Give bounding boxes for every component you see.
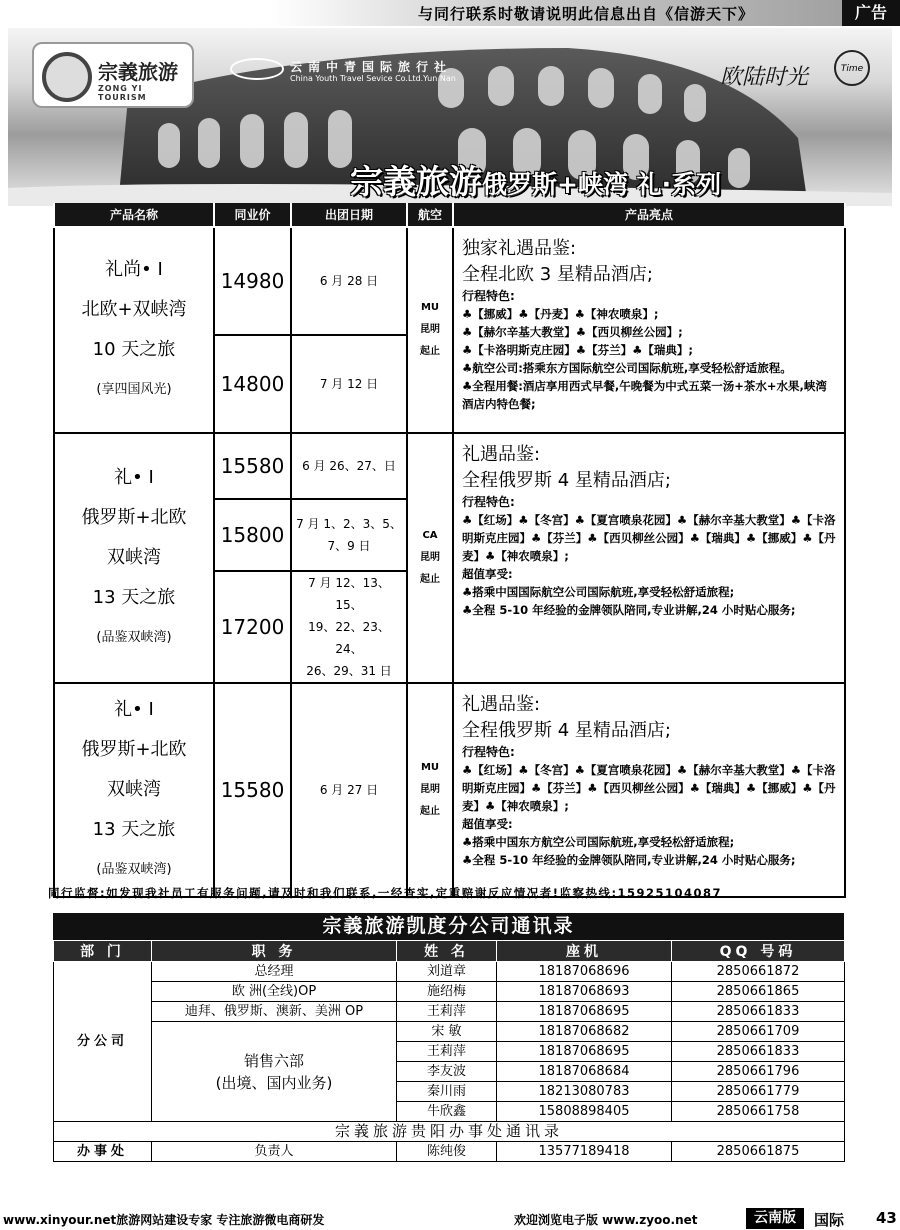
table-row [54,1002,845,1022]
directory-title: 宗義旅游凯度分公司通讯录 [53,913,844,940]
product-table [53,203,846,898]
qq-cell: 2850661872 [672,962,845,982]
header-date: 出团日期 [291,203,407,227]
slogan: 欧陆时光 [720,65,809,90]
price-cell: 14980 [214,227,291,335]
product-name-line: 13 天之旅 [92,819,176,840]
table-row [54,982,845,1002]
header-name: 姓 名 [397,941,497,962]
date-cell: 7 月 12 日 [291,335,407,433]
name-cell: 牛欣鑫 [397,1102,497,1122]
highlight-hotel: 全程俄罗斯 4 星精品酒店; [462,470,671,491]
feature-line: 超值享受: [462,567,513,581]
qq-cell: 2850661833 [672,1002,845,1022]
phone-cell: 18187068682 [497,1022,672,1042]
product-name-line: 俄罗斯+北欧 [81,739,187,760]
header-airline: 航空 [407,203,453,227]
header-qq: QQ 号码 [672,941,845,962]
product-name-line: 双峡湾 [107,547,161,568]
product-name-cell [54,433,214,683]
highlights-cell [453,227,845,433]
product-name-line: 礼尚• I [105,259,163,280]
product-name-cell [54,683,214,897]
feature-line: ♣【红场】♣【冬宫】♣【夏宫喷泉花园】♣【赫尔辛基大教堂】♣【卡洛明斯克庄园】♣【芬兰】♣【西贝柳丝公园】♣【瑞典】♣【挪威】♣【丹麦】♣【神农喷泉】; [462,513,836,563]
table-row [54,683,845,897]
price-cell: 15580 [214,433,291,499]
airline-code: MU [420,302,440,313]
table-row [54,962,845,982]
qq-cell: 2850661709 [672,1022,845,1042]
page-number: 43 [876,1209,897,1227]
features-label: 行程特色: [462,495,515,509]
highlight-title: 独家礼遇品鉴: [462,238,577,259]
phone-cell: 18187068696 [497,962,672,982]
airline-city: 昆明 [420,784,440,795]
qq-cell: 2850661758 [672,1102,845,1122]
top-banner-strip [0,0,900,26]
phone-cell: 18187068693 [497,982,672,1002]
product-name-line: 10 天之旅 [92,339,176,360]
product-name-note: (品鉴双峡湾) [96,862,172,877]
cyts-logo-icon [230,58,284,80]
zongyi-logo [32,42,194,108]
date-line: 7 月 1、2、3、5、 [296,517,402,531]
logo-english: ZONG YI TOURISM [98,84,147,102]
dept-cell: 办事处 [54,1142,152,1162]
hero-banner [8,28,892,206]
phone-cell: 15808898405 [497,1102,672,1122]
logo-name: 宗義旅游 [98,60,178,84]
date-cell [291,499,407,571]
highlight-hotel: 全程俄罗斯 4 星精品酒店; [462,720,671,741]
page-footer [0,1206,900,1230]
airline-code: MU [420,762,440,773]
directory-header [54,941,845,962]
qq-cell: 2850661865 [672,982,845,1002]
date-cell: 6 月 28 日 [291,227,407,335]
table-row [54,1122,845,1142]
airline-code: CA [422,530,438,541]
source-notice: 与同行联系时敬请说明此信息出自《信游天下》 [418,5,755,23]
qq-cell: 2850661779 [672,1082,845,1102]
highlight-title: 礼遇品鉴: [462,694,541,715]
header-dept: 部 门 [54,941,152,962]
header-phone: 座机 [497,941,672,962]
date-line: 26、29、31 日 [306,664,392,678]
name-cell: 秦川雨 [397,1082,497,1102]
ad-tag: 广告 [842,0,900,26]
qq-cell: 2850661875 [672,1142,845,1162]
cyts-english: China Youth Travel Sevice Co.Ltd.Yun Nan [290,74,456,83]
name-cell: 宋 敏 [397,1022,497,1042]
supervision-hotline: 同行监督:如发现我社员工有服务问题,请及时和我们联系,一经查实,定重赔谢反应情况者!监察热线:15925104087 [48,886,723,900]
table-row [54,1142,845,1162]
role-cell: 欧 洲(全线)OP [152,982,397,1002]
features-label: 行程特色: [462,745,515,759]
footer-right-link[interactable]: 欢迎浏览电子版 www.zyoo.net [514,1213,698,1227]
product-table-header [54,203,845,227]
table-row [54,1022,845,1042]
airline-cell [407,683,453,897]
role-cell [152,1022,397,1122]
date-line: 7 月 12、13、15、 [308,576,390,612]
feature-line: 超值享受: [462,817,513,831]
headline-sub: 俄罗斯+峡湾 礼·系列 [482,170,722,199]
date-line: 7、9 日 [327,539,371,553]
date-cell [291,571,407,683]
phone-cell: 18187068695 [497,1002,672,1022]
qq-cell: 2850661833 [672,1042,845,1062]
date-line: 19、22、23、24、 [308,620,390,656]
airline-cell [407,227,453,433]
price-cell: 14800 [214,335,291,433]
feature-line: ♣全程用餐:酒店享用西式早餐,午晚餐为中式五菜一汤+茶水+水果,峡湾酒店内特色餐; [462,379,827,411]
airline-city: 昆明 [420,552,440,563]
feature-line: ♣【挪威】♣【丹麦】♣【神农喷泉】; [462,307,659,321]
headline [350,156,721,203]
highlight-hotel: 全程北欧 3 星精品酒店; [462,264,653,285]
feature-line: ♣【赫尔辛基大教堂】♣【西贝柳丝公园】; [462,325,683,339]
product-name-note: (品鉴双峡湾) [96,630,172,645]
date-cell: 6 月 26、27、日 [291,433,407,499]
product-name-cell [54,227,214,433]
date-cell: 6 月 27 日 [291,683,407,897]
name-cell: 陈纯俊 [397,1142,497,1162]
airline-note: 起止 [420,346,440,357]
airline-note: 起止 [420,806,440,817]
phone-cell: 13577189418 [497,1142,672,1162]
feature-line: ♣【红场】♣【冬宫】♣【夏宫喷泉花园】♣【赫尔辛基大教堂】♣【卡洛明斯克庄园】♣【芬兰】♣【西贝柳丝公园】♣【瑞典】♣【挪威】♣【丹麦】♣【神农喷泉】; [462,763,836,813]
name-cell: 王莉萍 [397,1002,497,1022]
dept-cell: 分公司 [54,962,152,1122]
time-clock-icon: Time [834,50,870,86]
airline-cell [407,433,453,683]
role-sales: 销售六部 [243,1051,304,1070]
price-cell: 15800 [214,499,291,571]
airline-city: 昆明 [420,324,440,335]
role-cell: 总经理 [152,962,397,982]
feature-line: ♣【卡洛明斯克庄园】♣【芬兰】♣【瑞典】; [462,343,694,357]
phone-cell: 18187068695 [497,1042,672,1062]
header-role: 职 务 [152,941,397,962]
feature-line: ♣全程 5-10 年经验的金牌领队陪同,专业讲解,24 小时贴心服务; [462,853,796,867]
product-name-line: 礼• I [114,467,154,488]
cyts-name: 云南中青国际旅行社 [290,60,453,74]
header-product-name: 产品名称 [54,203,214,227]
product-name-line: 北欧+双峡湾 [81,299,187,320]
feature-line: ♣全程 5-10 年经验的金牌领队陪同,专业讲解,24 小时贴心服务; [462,603,796,617]
name-cell: 刘道章 [397,962,497,982]
name-cell: 王莉萍 [397,1042,497,1062]
header-price: 同业价 [214,203,291,227]
name-cell: 施绍梅 [397,982,497,1002]
product-name-line: 俄罗斯+北欧 [81,507,187,528]
feature-line: ♣航空公司:搭乘东方国际航空公司国际航班,享受轻松舒适旅程。 [462,361,792,375]
product-name-line: 双峡湾 [107,779,161,800]
table-row [54,433,845,499]
footer-left-link[interactable]: www.xinyour.net旅游网站建设专家 专注旅游微电商研发 [3,1213,325,1227]
phone-cell: 18213080783 [497,1082,672,1102]
role-sales-note: (出境、国内业务) [215,1073,333,1092]
price-cell: 15580 [214,683,291,897]
role-cell: 迪拜、俄罗斯、澳新、美洲 OP [152,1002,397,1022]
header-highlights: 产品亮点 [453,203,845,227]
qq-cell: 2850661796 [672,1062,845,1082]
airline-note: 起止 [420,574,440,585]
feature-line: ♣搭乘中国东方航空公司国际航班,享受轻松舒适旅程; [462,835,735,849]
name-cell: 李友波 [397,1062,497,1082]
guiyang-title: 宗義旅游贵阳办事处通讯录 [54,1122,845,1142]
edition-badge: 云南版 [746,1208,804,1229]
role-cell: 负责人 [152,1142,397,1162]
section-label: 国际 [814,1211,845,1229]
highlight-title: 礼遇品鉴: [462,444,541,465]
highlights-cell [453,433,845,683]
features-label: 行程特色: [462,289,515,303]
highlights-cell [453,683,845,897]
directory-table [53,940,845,1162]
product-name-note: (享四国风光) [96,382,172,397]
phone-cell: 18187068684 [497,1062,672,1082]
product-name-line: 13 天之旅 [92,587,176,608]
table-row [54,227,845,335]
headline-main: 宗義旅游 [350,162,482,201]
footprint-logo-icon [42,52,92,102]
product-name-line: 礼• I [114,699,154,720]
feature-line: ♣搭乘中国国际航空公司国际航班,享受轻松舒适旅程; [462,585,735,599]
price-cell: 17200 [214,571,291,683]
